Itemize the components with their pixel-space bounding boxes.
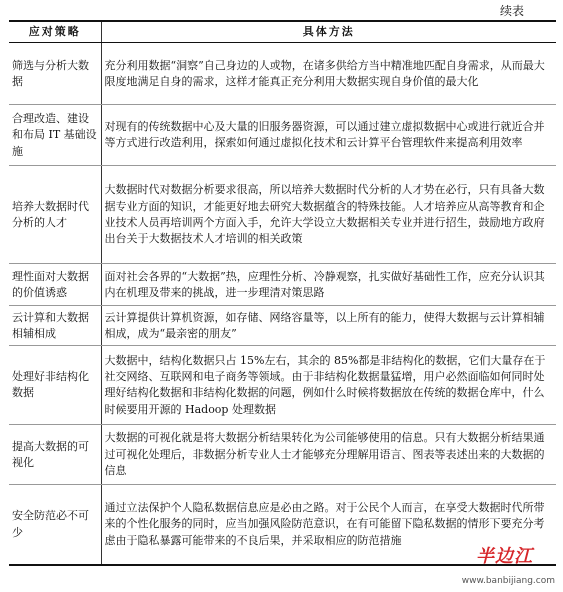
- watermark-url: www.banbijiang.com: [461, 576, 555, 586]
- method-cell: 云计算提供计算机资源，如存储、网络容量等，以上所有的能力，使得大数据与云计算相辅相成，成为“最亲密的朋友”: [101, 306, 556, 346]
- strategy-cell: 培养大数据时代分析的人才: [9, 166, 101, 264]
- method-cell: 对现有的传统数据中心及大量的旧服务器资源，可以通过建立虚拟数据中心或进行就近合并等方式进行改造利用，探索如何通过虚拟化技术和云计算平台管理软件来提高利用效率: [101, 105, 556, 166]
- strategy-cell: 提高大数据的可视化: [9, 425, 101, 485]
- header-strategy: 应对策略: [9, 21, 101, 43]
- strategy-cell: 云计算和大数据相辅相成: [9, 306, 101, 346]
- table-row: [9, 346, 556, 425]
- table-row: [9, 166, 556, 264]
- strategy-cell: 处理好非结构化数据: [9, 346, 101, 425]
- watermark-logo: 半边江: [476, 546, 533, 567]
- method-cell: 充分利用数据“洞察”自己身边的人或物，在诸多供给方当中精准地匹配自身需求，从而最大限度地满足自身的需求，这样才能真正充分利用大数据实现自身价值的最大化: [101, 43, 556, 105]
- strategy-cell: 筛选与分析大数据: [9, 43, 101, 105]
- table-row: [9, 485, 556, 565]
- strategy-cell: 安全防范必不可少: [9, 485, 101, 565]
- strategy-cell: 理性面对大数据的价值诱惑: [9, 264, 101, 306]
- strategy-cell: 合理改造、建设和布局 IT 基础设施: [9, 105, 101, 166]
- method-cell: 大数据时代对数据分析要求很高，所以培养大数据时代分析的人才势在必行，只有具备大数据专业方面的知识，才能更好地去研究大数据蕴含的特殊技能。人才培养应从高等教育和企业技术人员再培训两个方面入手，允许大学设立大数据相关专业并进行招生，鼓励地方政府出台关于大数据技术人才培训的相关政策: [101, 166, 556, 264]
- table-row: [9, 105, 556, 166]
- continued-label: 续表: [500, 4, 525, 18]
- table-row: [9, 306, 556, 346]
- strategy-table: [9, 20, 556, 566]
- header-method: 具体方法: [101, 21, 556, 43]
- method-cell: 大数据的可视化就是将大数据分析结果转化为公司能够使用的信息。只有大数据分析结果通过可视化处理后，非数据分析专业人士才能够充分理解用语言、图表等表述出来的大数据的信息: [101, 425, 556, 485]
- table-header-row: [9, 21, 556, 43]
- method-cell: 面对社会各界的“大数据”热，应理性分析、冷静观察，扎实做好基础性工作，应充分认识其内在机理及带来的挑战，进一步理清对策思路: [101, 264, 556, 306]
- table-row: [9, 43, 556, 105]
- method-cell: 大数据中，结构化数据只占 15%左右，其余的 85%都是非结构化的数据，它们大量存在于社交网络、互联网和电子商务等领域。由于非结构化数据量猛增，用户必然面临如何同时处理好结构化数据和非结构化数据的问题，例如什么时候将数据放在传统的数据仓库中，什么时候要用开源的 Hadoop 处理数据: [101, 346, 556, 425]
- method-cell: 通过立法保护个人隐私数据信息应是必由之路。对于公民个人而言，在享受大数据时代所带来的个性化服务的同时，应当加强风险防范意识，在有可能留下隐私数据的情形下要充分考虑由于隐私暴露可能带来的不良后果，并采取相应的防范措施: [101, 485, 556, 565]
- table-row: [9, 425, 556, 485]
- table-row: [9, 264, 556, 306]
